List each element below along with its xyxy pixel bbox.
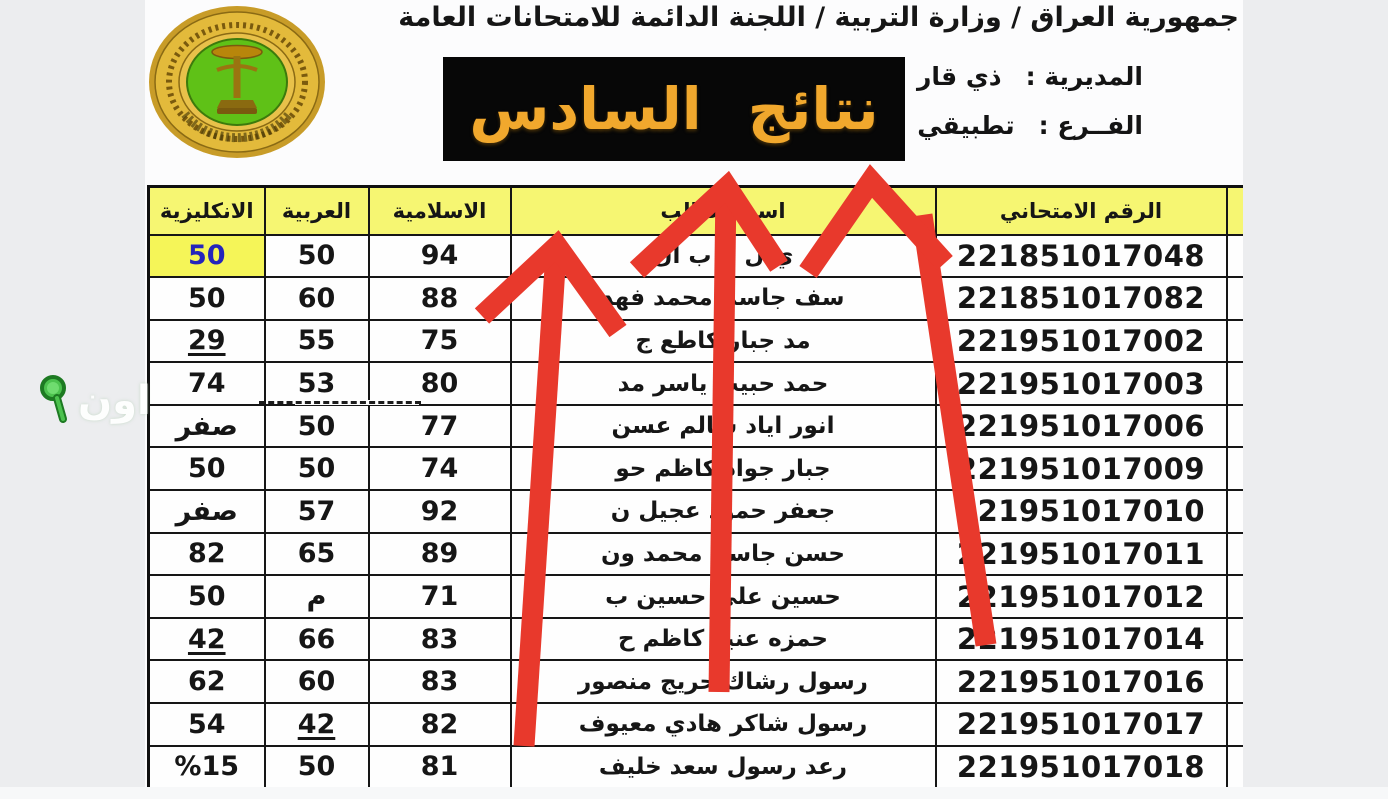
branch-label: الفــرع : bbox=[1038, 111, 1143, 140]
directorate-value: ذي قار bbox=[917, 62, 1002, 91]
cell-islamic: 80 bbox=[369, 362, 511, 405]
cell-english: 29 bbox=[149, 320, 265, 363]
dashed-scan-line bbox=[259, 401, 421, 404]
cell-islamic: 89 bbox=[369, 533, 511, 576]
magnifier-icon bbox=[36, 372, 72, 426]
cell-clipped bbox=[1227, 703, 1244, 746]
cell-clipped bbox=[1227, 277, 1244, 320]
cell-islamic: 81 bbox=[369, 746, 511, 787]
cell-arabic: 60 bbox=[265, 660, 369, 703]
cell-clipped bbox=[1227, 575, 1244, 618]
cell-exam-number: 221951017006 bbox=[936, 405, 1227, 448]
cell-english: صفر bbox=[149, 405, 265, 448]
cell-student-name: جعفر حمود عجيل ن bbox=[511, 490, 936, 533]
republic-header-line: جمهورية العراق / وزارة التربية / اللجنة الدائمة للامتحانات العامة bbox=[398, 2, 1239, 33]
col-header-clipped bbox=[1227, 187, 1244, 235]
cell-clipped bbox=[1227, 235, 1244, 278]
cell-english: %15 bbox=[149, 746, 265, 787]
table-row bbox=[149, 575, 1244, 618]
cell-clipped bbox=[1227, 405, 1244, 448]
cell-exam-number: 221951017018 bbox=[936, 746, 1227, 787]
table-row bbox=[149, 235, 1244, 278]
cell-student-name: رعد رسول سعد خليف bbox=[511, 746, 936, 787]
table-row bbox=[149, 660, 1244, 703]
banner-title: نتائج السادس bbox=[469, 75, 879, 143]
table-row bbox=[149, 533, 1244, 576]
cell-clipped bbox=[1227, 447, 1244, 490]
col-header-english: الانكليزية bbox=[149, 187, 265, 235]
cell-islamic: 71 bbox=[369, 575, 511, 618]
meta-block bbox=[917, 62, 1143, 140]
cell-student-name: حسين علي حسين ب bbox=[511, 575, 936, 618]
cell-exam-number: 221951017009 bbox=[936, 447, 1227, 490]
cell-islamic: 94 bbox=[369, 235, 511, 278]
results-banner bbox=[443, 57, 905, 161]
cell-clipped bbox=[1227, 320, 1244, 363]
table-row bbox=[149, 490, 1244, 533]
cell-student-name: انور اياد سالم عسن bbox=[511, 405, 936, 448]
cell-exam-number: 221951017002 bbox=[936, 320, 1227, 363]
cell-student-name: رسول شاكر هادي معيوف bbox=[511, 703, 936, 746]
table-header-row bbox=[149, 187, 1244, 235]
cell-clipped bbox=[1227, 746, 1244, 787]
directorate-row bbox=[917, 62, 1143, 91]
document-sheet bbox=[145, 0, 1243, 787]
table-row bbox=[149, 277, 1244, 320]
cell-arabic: 65 bbox=[265, 533, 369, 576]
ministry-logo-icon bbox=[147, 4, 327, 160]
results-table bbox=[147, 185, 1243, 787]
watermark bbox=[36, 372, 151, 426]
col-header-arabic: العربية bbox=[265, 187, 369, 235]
cell-english: 42 bbox=[149, 618, 265, 661]
cell-arabic: 66 bbox=[265, 618, 369, 661]
cell-arabic: 50 bbox=[265, 746, 369, 787]
table-row bbox=[149, 746, 1244, 787]
cell-arabic: 60 bbox=[265, 277, 369, 320]
table-row bbox=[149, 320, 1244, 363]
cell-exam-number: 221851017082 bbox=[936, 277, 1227, 320]
branch-value: تطبيقي bbox=[917, 111, 1015, 140]
directorate-label: المديرية : bbox=[1025, 62, 1143, 91]
cell-islamic: 75 bbox=[369, 320, 511, 363]
cell-english: صفر bbox=[149, 490, 265, 533]
cell-arabic: 50 bbox=[265, 405, 369, 448]
cell-exam-number: 221951017003 bbox=[936, 362, 1227, 405]
cell-student-name: حمد حبيب ياسر مد bbox=[511, 362, 936, 405]
table-row bbox=[149, 362, 1244, 405]
results-tbody bbox=[149, 235, 1244, 788]
cell-islamic: 77 bbox=[369, 405, 511, 448]
cell-english: 82 bbox=[149, 533, 265, 576]
cell-arabic: 57 bbox=[265, 490, 369, 533]
cell-clipped bbox=[1227, 618, 1244, 661]
cell-student-name: رسول رشاك حريج منصور bbox=[511, 660, 936, 703]
table-row bbox=[149, 703, 1244, 746]
cell-student-name: ي ل م ب ال bbox=[511, 235, 936, 278]
cell-islamic: 83 bbox=[369, 618, 511, 661]
cell-clipped bbox=[1227, 533, 1244, 576]
cell-islamic: 83 bbox=[369, 660, 511, 703]
branch-row bbox=[917, 111, 1143, 140]
watermark-text: اون bbox=[78, 378, 151, 424]
page-bottom-edge bbox=[0, 787, 1388, 799]
cell-arabic: 50 bbox=[265, 447, 369, 490]
cell-islamic: 82 bbox=[369, 703, 511, 746]
col-header-exam-number: الرقم الامتحاني bbox=[936, 187, 1227, 235]
cell-arabic: 50 bbox=[265, 235, 369, 278]
cell-exam-number: 221951017012 bbox=[936, 575, 1227, 618]
cell-student-name: حمزه عنيد كاظم ح bbox=[511, 618, 936, 661]
cell-islamic: 92 bbox=[369, 490, 511, 533]
cell-arabic: 53 bbox=[265, 362, 369, 405]
cell-english: 50 bbox=[149, 277, 265, 320]
cell-english: 74 bbox=[149, 362, 265, 405]
cell-english: 62 bbox=[149, 660, 265, 703]
cell-student-name: حسن جاسم محمد ون bbox=[511, 533, 936, 576]
cell-clipped bbox=[1227, 660, 1244, 703]
cell-english: 50 bbox=[149, 235, 265, 278]
cell-islamic: 74 bbox=[369, 447, 511, 490]
table-row bbox=[149, 618, 1244, 661]
cell-exam-number: 221951017010 bbox=[936, 490, 1227, 533]
cell-islamic: 88 bbox=[369, 277, 511, 320]
cell-exam-number: 221951017016 bbox=[936, 660, 1227, 703]
cell-arabic: 42 bbox=[265, 703, 369, 746]
cell-english: 50 bbox=[149, 447, 265, 490]
cell-exam-number: 221951017017 bbox=[936, 703, 1227, 746]
table-row bbox=[149, 405, 1244, 448]
cell-english: 50 bbox=[149, 575, 265, 618]
cell-exam-number: 221851017048 bbox=[936, 235, 1227, 278]
cell-english: 54 bbox=[149, 703, 265, 746]
cell-arabic: م bbox=[265, 575, 369, 618]
cell-arabic: 55 bbox=[265, 320, 369, 363]
cell-exam-number: 221951017014 bbox=[936, 618, 1227, 661]
cell-clipped bbox=[1227, 362, 1244, 405]
col-header-islamic: الاسلامية bbox=[369, 187, 511, 235]
col-header-student-name: اسم الطالب bbox=[511, 187, 936, 235]
cell-student-name: جبار جواد كاظم حو bbox=[511, 447, 936, 490]
cell-student-name: مد جبار كاطع ج bbox=[511, 320, 936, 363]
table-row bbox=[149, 447, 1244, 490]
cell-exam-number: 221951017011 bbox=[936, 533, 1227, 576]
cell-student-name: سف جاسم محمد فهد bbox=[511, 277, 936, 320]
cell-clipped bbox=[1227, 490, 1244, 533]
